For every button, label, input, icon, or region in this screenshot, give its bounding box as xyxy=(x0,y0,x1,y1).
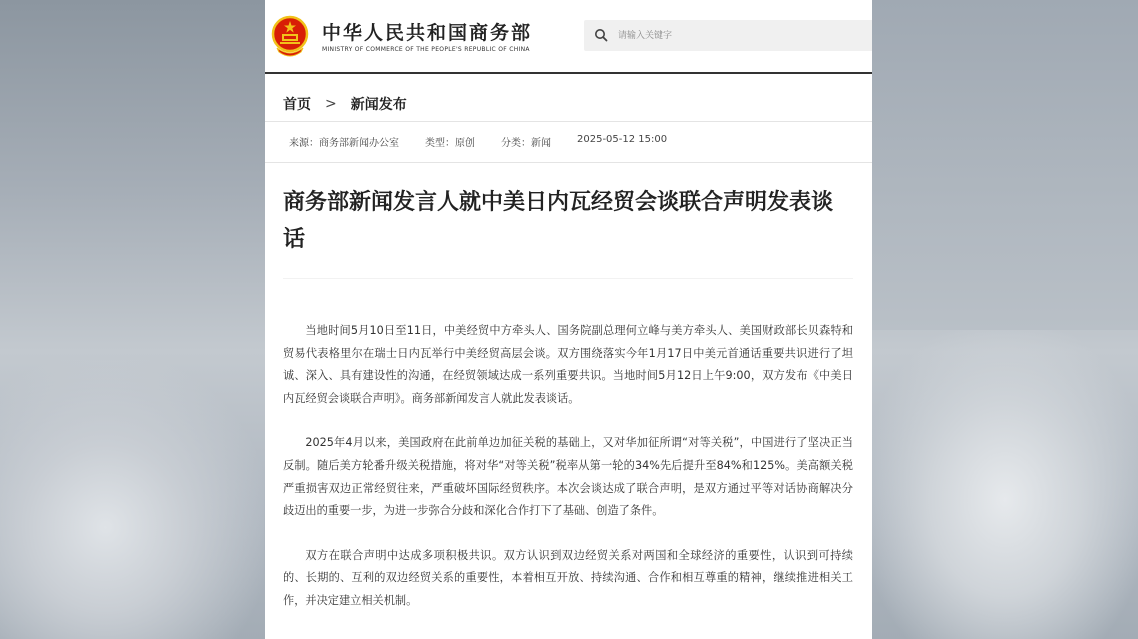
search-icon[interactable] xyxy=(594,28,608,42)
breadcrumb-separator-icon: > xyxy=(325,96,337,112)
meta-category: 分类：新闻 xyxy=(501,138,551,149)
background-cloud-right xyxy=(872,330,1138,639)
search-box[interactable] xyxy=(584,20,872,51)
breadcrumb xyxy=(283,94,407,114)
meta-source: 来源：商务部新闻办公室 xyxy=(289,138,399,149)
article-paragraph: 双方在联合声明中达成多项积极共识。双方认识到双边经贸关系对两国和全球经济的重要性，认识到可持续的、长期的、互利的双边经贸关系的重要性，本着相互开放、持续沟通、合作和相互尊重的精神，继续推进相关工作，并决定建立相关机制。 xyxy=(283,548,853,607)
article-title: 商务部新闻发言人就中美日内瓦经贸会谈联合声明发表谈话 xyxy=(283,190,834,252)
org-name-english: MINISTRY OF COMMERCE OF THE PEOPLE'S REPUBLIC OF CHINA xyxy=(322,46,530,53)
national-emblem-icon[interactable] xyxy=(271,14,309,58)
article-paragraph: 当地时间5月10日至11日，中美经贸中方牵头人、国务院副总理何立峰与美方牵头人、美国财政部长贝森特和贸易代表格里尔在瑞士日内瓦举行中美经贸高层会谈。双方围绕落实今年1月17日中美元首通话重要共识进行了坦诚、深入、具有建设性的沟通，在经贸领域达成一系列重要共识。当地时间5月12日上午9:00，双方发布《中美日内瓦经贸会谈联合声明》。商务部新闻发言人就此发表谈话。 xyxy=(283,324,853,405)
meta-datetime: 2025-05-12 15:00 xyxy=(577,134,668,145)
background-cloud-left xyxy=(0,360,264,639)
article-paragraph: 2025年4月以来，美国政府在此前单边加征关税的基础上，又对华加征所谓“对等关税”，中国进行了坚决正当反制。随后美方轮番升级关税措施，将对华“对等关税”税率从第一轮的34%先后提升至84%和125%。美高额关税严重损害双边正常经贸往来，严重破坏国际经贸秩序。本次会谈达成了联合声明，是双方通过平等对话协商解决分歧迈出的重要一步，为进一步弥合分歧和深化合作打下了基础、创造了条件。 xyxy=(283,436,853,518)
article-page xyxy=(265,0,872,639)
site-header xyxy=(265,0,872,74)
meta-type: 类型：原创 xyxy=(425,138,475,149)
breadcrumb-section-link[interactable]: 新闻发布 xyxy=(350,97,407,113)
search-input[interactable] xyxy=(618,24,858,47)
divider xyxy=(265,162,872,163)
divider xyxy=(265,121,872,122)
article-meta xyxy=(289,134,693,149)
background-right xyxy=(872,0,1138,330)
divider xyxy=(283,278,853,279)
org-name[interactable]: 中华人民共和国商务部 xyxy=(322,22,533,44)
article-body xyxy=(283,320,853,635)
breadcrumb-home-link[interactable]: 首页 xyxy=(283,97,311,113)
